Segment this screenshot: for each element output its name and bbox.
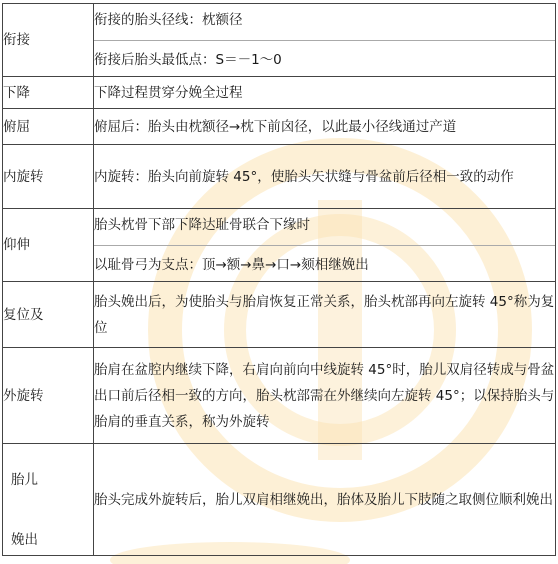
row-label: 外旋转	[3, 348, 94, 444]
table-row	[3, 444, 556, 556]
table-row	[3, 145, 556, 209]
table-row	[3, 209, 556, 282]
cell-text: 衔接后胎头最低点：S＝－1～0	[94, 40, 555, 76]
cell-text: 胎头娩出后，为使胎头与胎肩恢复正常关系，胎头枕部再向左旋转 45°称为复位	[94, 282, 556, 348]
cell-text: 下降过程贯穿分娩全过程	[94, 77, 556, 109]
row-label-bottom: 娩出	[11, 531, 38, 548]
row-label: 仰伸	[3, 209, 94, 282]
row-label-top: 胎儿	[11, 471, 38, 488]
table-row	[3, 282, 556, 348]
row-label: 衔接	[3, 4, 94, 77]
row-label: 复位及	[3, 282, 94, 348]
cell-text: 胎头枕骨下部下降达耻骨联合下缘时	[94, 217, 310, 233]
row-label: 俯屈	[3, 109, 94, 145]
labor-mechanism-table	[2, 3, 556, 556]
table-row	[3, 109, 556, 145]
row-label: 内旋转	[3, 145, 94, 209]
cell-text: 内旋转：胎头向前旋转 45°，使胎头矢状缝与骨盆前后径相一致的动作	[94, 145, 556, 209]
table-row	[3, 77, 556, 109]
row-label: 下降	[3, 77, 94, 109]
table-row	[3, 4, 556, 77]
cell-text: 衔接的胎头径线：枕额径	[94, 12, 243, 28]
cell-text: 以耻骨弓为支点：顶→额→鼻→口→颏相继娩出	[94, 245, 555, 281]
table-row	[3, 348, 556, 444]
cell-text: 胎肩在盆腔内继续下降，右肩向前向中线旋转 45°时，胎儿双肩径转成与骨盆出口前后径相一致的方向，胎头枕部需在外继续向左旋转 45°；以保持胎头与胎肩的垂直关系，称为外旋转	[94, 348, 556, 444]
cell-text: 俯屈后：胎头由枕额径→枕下前囟径，以此最小径线通过产道	[94, 109, 556, 145]
cell-text: 胎头完成外旋转后，胎儿双肩相继娩出，胎体及胎儿下肢随之取侧位顺利娩出	[94, 444, 556, 556]
